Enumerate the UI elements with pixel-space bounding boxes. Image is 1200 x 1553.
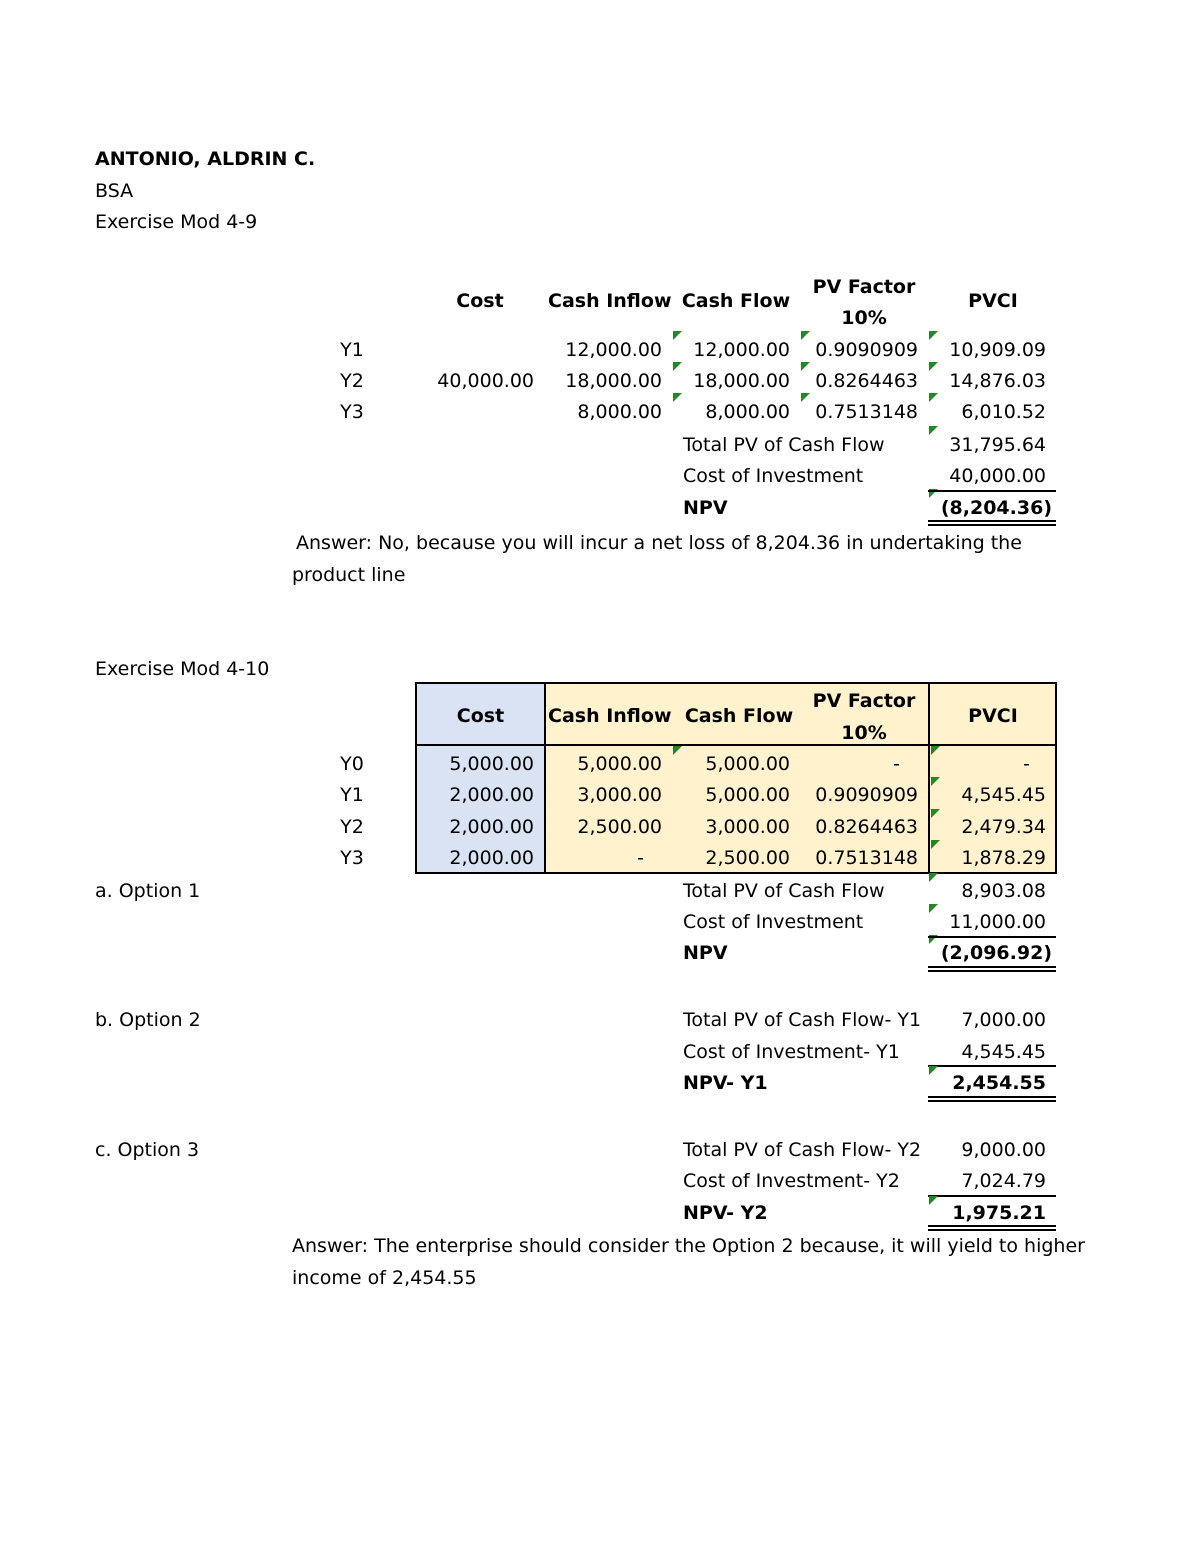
- year-label: Y1: [340, 784, 364, 806]
- pv-factor-cell: 0.8264463: [815, 816, 918, 838]
- ex2-answer-line-1: Answer: The enterprise should consider the Option 2 because, it will yield to higher: [292, 1235, 1085, 1257]
- ex2-header-cash-flow: Cash Flow: [684, 705, 794, 727]
- ex2-header-cost: Cost: [456, 705, 505, 727]
- option2-cost-investment-label: Cost of Investment- Y1: [683, 1041, 900, 1063]
- option2-total-pv-label: Total PV of Cash Flow- Y1: [683, 1009, 922, 1031]
- pvci-cell: 6,010.52: [961, 401, 1046, 423]
- option3-npv-value: 1,975.21: [952, 1202, 1046, 1224]
- pvci-cell: 1,878.29: [961, 847, 1046, 869]
- cash-inflow-cell: 8,000.00: [577, 401, 662, 423]
- option3-cost-investment-value: 7,024.79: [961, 1170, 1046, 1192]
- year-label: Y3: [340, 847, 364, 869]
- year-label: Y2: [340, 816, 364, 838]
- pvci-cell: 2,479.34: [961, 816, 1046, 838]
- cell-marker-icon: [801, 331, 810, 340]
- year-label: Y3: [340, 401, 364, 423]
- pv-factor-cell: 0.7513148: [815, 401, 918, 423]
- year-label: Y2: [340, 370, 364, 392]
- option3-total-pv-label: Total PV of Cash Flow- Y2: [683, 1139, 922, 1161]
- cell-marker-icon: [673, 331, 682, 340]
- ex2-header-pv-factor: PV Factor: [812, 690, 916, 712]
- underline: [928, 1195, 1056, 1197]
- double-underline-bottom: [928, 524, 1056, 526]
- underline: [928, 936, 1056, 938]
- option-2-label: b. Option 2: [95, 1009, 201, 1031]
- cell-marker-icon: [931, 746, 940, 755]
- cash-flow-cell: 12,000.00: [693, 339, 790, 361]
- student-name: ANTONIO, ALDRIN C.: [95, 148, 316, 170]
- option2-npv-value: 2,454.55: [952, 1072, 1046, 1094]
- cash-inflow-cell: -: [637, 847, 644, 869]
- pvci-cell: 10,909.09: [949, 339, 1046, 361]
- pv-factor-cell: 0.7513148: [815, 847, 918, 869]
- ex1-npv-label: NPV: [683, 497, 728, 519]
- ex1-answer-line-2: product line: [292, 564, 406, 586]
- course: BSA: [95, 180, 134, 202]
- ex1-answer-line-1: Answer: No, because you will incur a net loss of 8,204.36 in undertaking the: [296, 532, 1022, 554]
- cash-flow-cell: 5,000.00: [705, 784, 790, 806]
- ex2-header-cash-inflow: Cash Inflow: [548, 705, 672, 727]
- underline: [928, 490, 1056, 492]
- option1-total-pv-label: Total PV of Cash Flow: [683, 880, 885, 902]
- option1-cost-investment-label: Cost of Investment: [683, 911, 864, 933]
- exercise-2-title: Exercise Mod 4-10: [95, 658, 270, 680]
- cost-cell: 5,000.00: [449, 753, 534, 775]
- ex1-header-pv-rate: 10%: [841, 307, 887, 329]
- pvci-cell: 14,876.03: [949, 370, 1046, 392]
- cash-flow-cell: 2,500.00: [705, 847, 790, 869]
- double-underline-bottom: [928, 970, 1056, 972]
- cell-marker-icon: [929, 393, 938, 402]
- ex1-total-pv-value: 31,795.64: [949, 434, 1046, 456]
- double-underline-top: [928, 1096, 1056, 1098]
- cash-flow-cell: 18,000.00: [693, 370, 790, 392]
- pv-factor-cell: 0.9090909: [815, 339, 918, 361]
- option3-cost-investment-label: Cost of Investment- Y2: [683, 1170, 900, 1192]
- double-underline-bottom: [928, 1100, 1056, 1102]
- double-underline-bottom: [928, 1229, 1056, 1231]
- exercise-1-title: Exercise Mod 4-9: [95, 211, 258, 233]
- option1-cost-investment-value: 11,000.00: [949, 911, 1046, 933]
- ex2-header-pv-rate: 10%: [841, 722, 887, 744]
- pvci-cell: 4,545.45: [961, 784, 1046, 806]
- cash-flow-cell: 3,000.00: [705, 816, 790, 838]
- cost-cell: 2,000.00: [449, 847, 534, 869]
- option2-total-pv-value: 7,000.00: [961, 1009, 1046, 1031]
- option1-total-pv-value: 8,903.08: [961, 880, 1046, 902]
- option-1-label: a. Option 1: [95, 880, 201, 902]
- cell-marker-icon: [673, 393, 682, 402]
- cell-marker-icon: [801, 393, 810, 402]
- ex2-header-pvci: PVCI: [968, 705, 1018, 727]
- option1-npv-value: (2,096.92): [940, 942, 1052, 964]
- double-underline-top: [928, 966, 1056, 968]
- ex2-answer-line-2: income of 2,454.55: [292, 1267, 477, 1289]
- cash-inflow-cell: 2,500.00: [577, 816, 662, 838]
- cell-marker-icon: [931, 809, 940, 818]
- ex1-header-pvci: PVCI: [968, 290, 1018, 312]
- option1-npv-label: NPV: [683, 942, 728, 964]
- option-3-label: c. Option 3: [95, 1139, 200, 1161]
- ex1-cost-investment-value: 40,000.00: [949, 465, 1046, 487]
- ex1-total-pv-label: Total PV of Cash Flow: [683, 434, 885, 456]
- ex1-header-pv-factor: PV Factor: [812, 276, 916, 298]
- pv-factor-cell: 0.8264463: [815, 370, 918, 392]
- ex2-header-divider: [415, 744, 1057, 746]
- cash-flow-cell: 5,000.00: [705, 753, 790, 775]
- ex1-header-cost: Cost: [456, 290, 504, 312]
- ex1-npv-value: (8,204.36): [940, 497, 1052, 519]
- cash-inflow-cell: 5,000.00: [577, 753, 662, 775]
- option2-npv-label: NPV- Y1: [683, 1072, 768, 1094]
- cell-marker-icon: [801, 362, 810, 371]
- ex1-header-cash-inflow: Cash Inflow: [548, 290, 672, 312]
- pv-factor-cell: 0.9090909: [815, 784, 918, 806]
- cost-cell: 2,000.00: [449, 784, 534, 806]
- cell-marker-icon: [931, 777, 940, 786]
- underline: [928, 1065, 1056, 1067]
- double-underline-top: [928, 1225, 1056, 1227]
- year-label: Y0: [340, 753, 364, 775]
- double-underline-top: [928, 520, 1056, 522]
- cash-inflow-cell: 18,000.00: [565, 370, 662, 392]
- cell-marker-icon: [673, 362, 682, 371]
- cost-cell: 40,000.00: [437, 370, 534, 392]
- option2-cost-investment-value: 4,545.45: [961, 1041, 1046, 1063]
- year-label: Y1: [340, 339, 364, 361]
- cash-inflow-cell: 3,000.00: [577, 784, 662, 806]
- cost-cell: 2,000.00: [449, 816, 534, 838]
- cell-marker-icon: [929, 331, 938, 340]
- cash-flow-cell: 8,000.00: [705, 401, 790, 423]
- pv-factor-cell: -: [893, 753, 900, 775]
- option3-npv-label: NPV- Y2: [683, 1202, 768, 1224]
- cell-marker-icon: [673, 746, 682, 755]
- ex1-cost-investment-label: Cost of Investment: [683, 465, 864, 487]
- cash-inflow-cell: 12,000.00: [565, 339, 662, 361]
- cell-marker-icon: [929, 362, 938, 371]
- pvci-cell: -: [1023, 753, 1030, 775]
- option3-total-pv-value: 9,000.00: [961, 1139, 1046, 1161]
- ex1-header-cash-flow: Cash Flow: [681, 290, 791, 312]
- cell-marker-icon: [931, 840, 940, 849]
